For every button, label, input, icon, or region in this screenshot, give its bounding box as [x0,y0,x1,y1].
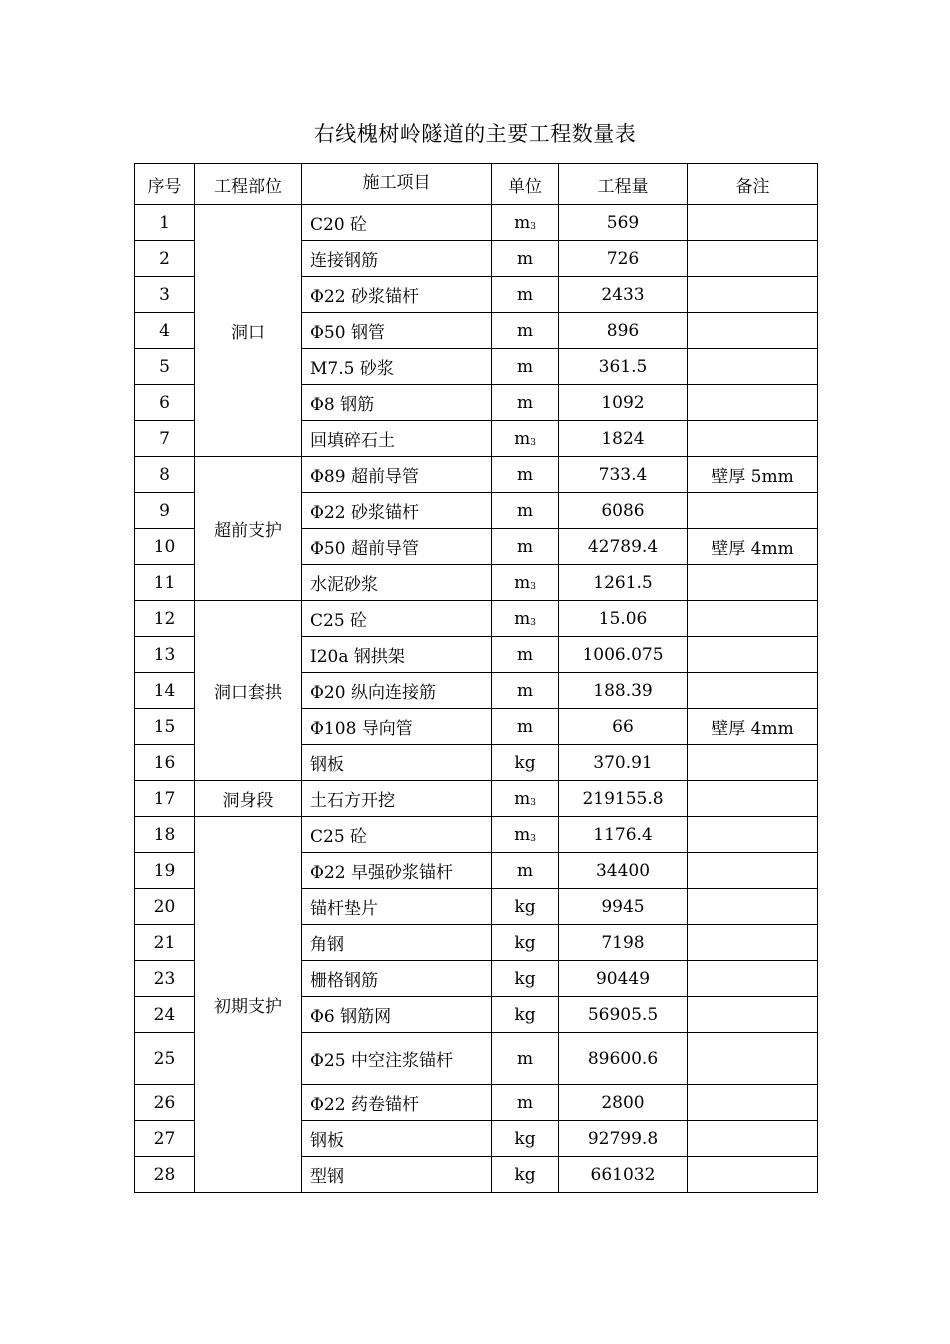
cell-unit: m [492,457,559,493]
cell-quantity: 1006.075 [559,637,688,673]
cell-unit: kg [492,997,559,1033]
cell-part: 洞口 [195,205,302,457]
cell-quantity: 726 [559,241,688,277]
cell-item: Φ25 中空注浆锚杆 [302,1033,492,1085]
cell-no: 7 [135,421,195,457]
document-title: 右线槐树岭隧道的主要工程数量表 [313,122,637,146]
header-item: 施工项目 [302,164,492,205]
cell-note: 壁厚 4mm [688,529,818,565]
cell-unit: kg [492,961,559,997]
cell-no: 8 [135,457,195,493]
cell-quantity: 733.4 [559,457,688,493]
cell-item: C25 砼 [302,601,492,637]
header-part: 工程部位 [195,164,302,205]
cell-no: 6 [135,385,195,421]
cell-unit [492,421,559,457]
header-no: 序号 [135,164,195,205]
cell-note [688,349,818,385]
cell-no: 10 [135,529,195,565]
cell-unit [492,781,559,817]
cell-item: 土石方开挖 [302,781,492,817]
cell-unit [492,601,559,637]
cell-unit: kg [492,1121,559,1157]
cell-item: 水泥砂浆 [302,565,492,601]
cell-note [688,1085,818,1121]
cell-unit: kg [492,745,559,781]
cell-item: C25 砼 [302,817,492,853]
cell-note [688,241,818,277]
cell-part: 洞身段 [195,781,302,817]
cell-note [688,889,818,925]
cell-unit: m [492,493,559,529]
cell-quantity: 2433 [559,277,688,313]
cell-unit: kg [492,1157,559,1193]
cell-item: Φ22 早强砂浆锚杆 [302,853,492,889]
cell-item: Φ8 钢筋 [302,385,492,421]
cell-no: 24 [135,997,195,1033]
cell-part: 超前支护 [195,457,302,601]
cell-quantity: 56905.5 [559,997,688,1033]
cell-no: 20 [135,889,195,925]
cell-note [688,961,818,997]
cell-no: 4 [135,313,195,349]
cell-note [688,1157,818,1193]
unit-exponent: 3 [530,437,536,448]
cell-no: 3 [135,277,195,313]
cell-note [688,673,818,709]
cell-item: Φ22 砂浆锚杆 [302,277,492,313]
cell-unit: m [492,673,559,709]
cell-quantity: 92799.8 [559,1121,688,1157]
cell-no: 15 [135,709,195,745]
table-row [135,601,818,637]
unit-base: m [514,824,531,845]
cell-no: 26 [135,1085,195,1121]
cell-note [688,385,818,421]
table-row [135,781,818,817]
cell-note [688,637,818,673]
cell-no: 13 [135,637,195,673]
cell-no: 14 [135,673,195,709]
cell-note [688,925,818,961]
cell-note [688,313,818,349]
table-row [135,817,818,853]
cell-item: 型钢 [302,1157,492,1193]
cell-note [688,277,818,313]
cell-quantity: 661032 [559,1157,688,1193]
header-quantity: 工程量 [559,164,688,205]
unit-base: m [514,212,531,233]
cell-item: Φ20 纵向连接筋 [302,673,492,709]
cell-unit: m [492,313,559,349]
cell-no: 21 [135,925,195,961]
cell-quantity: 1824 [559,421,688,457]
cell-note [688,817,818,853]
cell-note [688,493,818,529]
cell-unit: m [492,385,559,421]
cell-unit: m [492,853,559,889]
cell-no: 16 [135,745,195,781]
cell-item: Φ50 钢管 [302,313,492,349]
unit-base: m [514,608,531,629]
cell-quantity: 15.06 [559,601,688,637]
cell-note [688,1121,818,1157]
cell-no: 23 [135,961,195,997]
cell-unit: m [492,277,559,313]
cell-note [688,781,818,817]
cell-note [688,1033,818,1085]
unit-exponent: 3 [530,221,536,232]
cell-no: 18 [135,817,195,853]
cell-item: Φ89 超前导管 [302,457,492,493]
cell-note [688,565,818,601]
cell-item: C20 砼 [302,205,492,241]
unit-exponent: 3 [530,797,536,808]
cell-quantity: 90449 [559,961,688,997]
cell-item: 栅格钢筋 [302,961,492,997]
cell-no: 12 [135,601,195,637]
cell-item: 回填碎石土 [302,421,492,457]
unit-base: m [514,428,531,449]
cell-quantity: 1176.4 [559,817,688,853]
cell-no: 1 [135,205,195,241]
table-row [135,205,818,241]
cell-no: 27 [135,1121,195,1157]
cell-unit: kg [492,889,559,925]
cell-part: 初期支护 [195,817,302,1193]
cell-no: 25 [135,1033,195,1085]
cell-no: 19 [135,853,195,889]
cell-note [688,745,818,781]
cell-quantity: 7198 [559,925,688,961]
quantity-table [134,163,818,1193]
table-row [135,457,818,493]
cell-unit: m [492,241,559,277]
cell-item: Φ22 砂浆锚杆 [302,493,492,529]
cell-item: Φ6 钢筋网 [302,997,492,1033]
cell-item: 连接钢筋 [302,241,492,277]
cell-item: M7.5 砂浆 [302,349,492,385]
cell-item: I20a 钢拱架 [302,637,492,673]
cell-item: Φ50 超前导管 [302,529,492,565]
cell-quantity: 188.39 [559,673,688,709]
cell-quantity: 219155.8 [559,781,688,817]
header-unit: 单位 [492,164,559,205]
header-note: 备注 [688,164,818,205]
cell-quantity: 89600.6 [559,1033,688,1085]
cell-item: 角钢 [302,925,492,961]
cell-no: 11 [135,565,195,601]
cell-quantity: 42789.4 [559,529,688,565]
cell-unit: m [492,709,559,745]
cell-unit: kg [492,925,559,961]
unit-exponent: 3 [530,581,536,592]
cell-quantity: 34400 [559,853,688,889]
cell-unit: m [492,349,559,385]
cell-note [688,853,818,889]
cell-no: 28 [135,1157,195,1193]
cell-item: 锚杆垫片 [302,889,492,925]
table-header-row [135,164,818,205]
cell-unit [492,205,559,241]
cell-quantity: 66 [559,709,688,745]
cell-note [688,997,818,1033]
cell-no: 2 [135,241,195,277]
cell-unit: m [492,1085,559,1121]
cell-item: 钢板 [302,745,492,781]
cell-quantity: 6086 [559,493,688,529]
cell-quantity: 1261.5 [559,565,688,601]
cell-item: 钢板 [302,1121,492,1157]
cell-quantity: 361.5 [559,349,688,385]
cell-note: 壁厚 4mm [688,709,818,745]
cell-quantity: 2800 [559,1085,688,1121]
cell-unit [492,565,559,601]
cell-note: 壁厚 5mm [688,457,818,493]
unit-exponent: 3 [530,617,536,628]
cell-note [688,205,818,241]
cell-note [688,601,818,637]
table-body [135,205,818,1193]
cell-no: 9 [135,493,195,529]
cell-unit: m [492,1033,559,1085]
cell-item: Φ22 药卷锚杆 [302,1085,492,1121]
cell-unit: m [492,529,559,565]
cell-no: 17 [135,781,195,817]
cell-part: 洞口套拱 [195,601,302,781]
cell-quantity: 370.91 [559,745,688,781]
cell-quantity: 569 [559,205,688,241]
cell-unit [492,817,559,853]
unit-base: m [514,572,531,593]
cell-quantity: 1092 [559,385,688,421]
cell-quantity: 9945 [559,889,688,925]
unit-base: m [514,788,531,809]
unit-exponent: 3 [530,833,536,844]
cell-quantity: 896 [559,313,688,349]
cell-note [688,421,818,457]
cell-item: Φ108 导向管 [302,709,492,745]
cell-unit: m [492,637,559,673]
cell-no: 5 [135,349,195,385]
